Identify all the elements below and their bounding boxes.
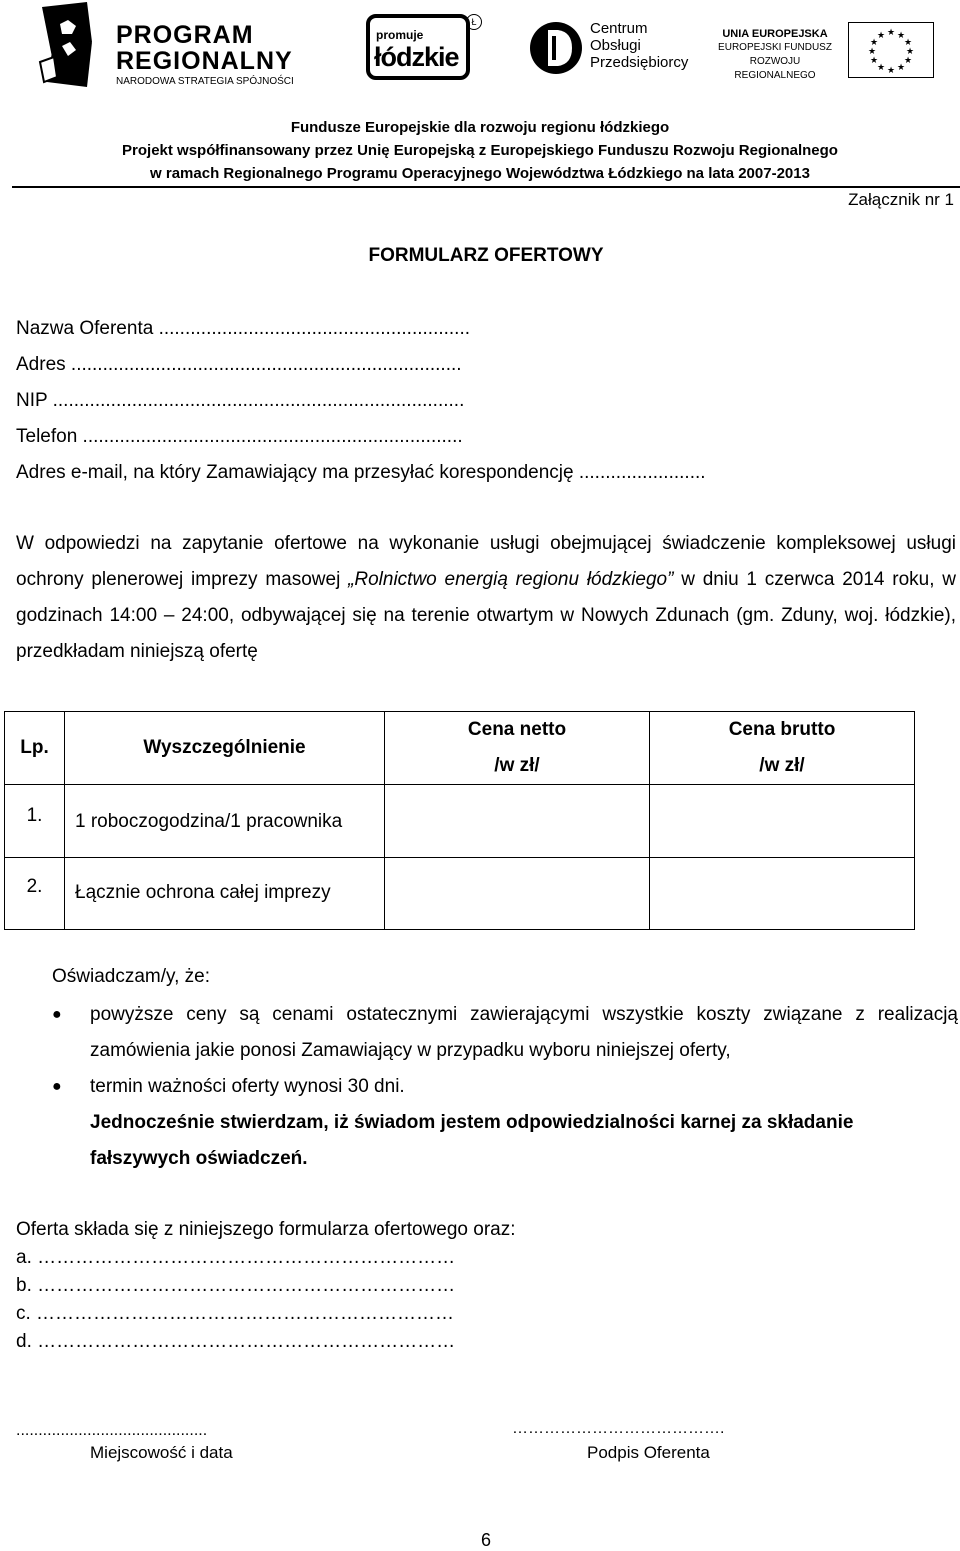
svg-text:★: ★ (896, 31, 906, 41)
program-regionalny-emblem-icon (32, 2, 122, 92)
bullet-icon: ● (52, 1078, 62, 1095)
event-name: „Rolnictwo energią regionu łódzkiego” (348, 569, 674, 590)
row-desc: Łącznie ochrona całej imprezy (65, 858, 385, 930)
logo-program-regionalny (32, 2, 332, 92)
declaration-bold: Jednocześnie stwierdzam, iż świadom jestem odpowiedzialności karnej za składanie fałszywych oświadczeń. (90, 1112, 854, 1169)
page-title: FORMULARZ OFERTOWY (368, 245, 604, 266)
table-row (5, 785, 915, 858)
field-company-name: Nazwa Oferenta ........................................................... (16, 318, 471, 339)
place-date-dots: ........................................... (16, 1422, 208, 1439)
svg-text:★: ★ (876, 31, 886, 41)
row-brutto-cell[interactable] (650, 858, 915, 930)
svg-text:★: ★ (886, 28, 896, 38)
field-phone: Telefon ........................................................................ (16, 426, 463, 447)
row-netto-cell[interactable] (385, 858, 650, 930)
svg-text:★: ★ (869, 38, 879, 48)
row-lp: 1. (5, 785, 65, 858)
header-line1: Fundusze Europejskie dla rozwoju regionu łódzkiego (290, 119, 670, 136)
unia-line2: EUROPEJSKI FUNDUSZ (718, 42, 832, 53)
svg-text:★: ★ (886, 66, 896, 76)
svg-text:★: ★ (896, 63, 906, 73)
logo-program-line1: PROGRAM (116, 21, 254, 49)
svg-text:★: ★ (867, 47, 877, 57)
svg-text:★: ★ (869, 56, 879, 66)
declaration-bullet-1: powyższe ceny są cenami ostatecznymi zawierającymi wszystkie koszty związane z realizacją zamówienia jakie ponosi Zamawiający w przypadku wyboru niniejszej oferty, (90, 1004, 958, 1061)
svg-text:★: ★ (905, 47, 915, 57)
page-number: 6 (480, 1530, 491, 1550)
attachments-heading: Oferta składa się z niniejszego formularza ofertowego oraz: (16, 1219, 516, 1240)
attachment-item-a: a. ………………………………………………………… (16, 1247, 456, 1268)
field-email: Adres e-mail, na który Zamawiający ma przesyłać korespondencję ........................ (16, 462, 706, 483)
eu-flag-icon (848, 22, 934, 78)
col-header-desc: Wyszczególnienie (65, 712, 385, 785)
place-date-label: Miejscowość i data (90, 1443, 233, 1462)
unia-line1: UNIA EUROPEJSKA (722, 28, 828, 40)
svg-text:★: ★ (876, 63, 886, 73)
centrum-emblem-icon (528, 18, 584, 78)
col-header-netto (385, 712, 650, 785)
row-desc: 1 roboczogodzina/1 pracownika (65, 785, 385, 858)
row-brutto-cell[interactable] (650, 785, 915, 858)
centrum-line1: Centrum (590, 20, 648, 37)
centrum-line2: Obsługi (590, 37, 641, 54)
brutto-label: Cena brutto (728, 719, 836, 740)
attachment-label: Załącznik nr 1 (848, 190, 954, 209)
field-address: Adres .......................................................................... (16, 354, 462, 375)
signature-label: Podpis Oferenta (587, 1443, 710, 1462)
svg-text:★: ★ (903, 56, 913, 66)
attachment-item-d: d. ………………………………………………………… (16, 1331, 456, 1352)
header-line2: Projekt współfinansowany przez Unię Europejską z Europejskiego Funduszu Rozwoju Regionalnego (122, 142, 838, 159)
header-line3: w ramach Regionalnego Programu Operacyjnego Województwa Łódzkiego na lata 2007-2013 (150, 165, 810, 182)
centrum-line3: Przedsiębiorcy (590, 54, 689, 71)
logo-promuje-lodzkie (366, 14, 482, 84)
offer-table (4, 711, 915, 930)
bullet-icon: ● (52, 1006, 62, 1023)
attachment-item-c: c. ………………………………………………………… (16, 1303, 455, 1324)
logo-program-line3: NARODOWA STRATEGIA SPÓJNOŚCI (116, 76, 294, 87)
unia-line3: ROZWOJU REGIONALNEGO (734, 56, 816, 81)
signature-dots: …………………………………. (512, 1420, 725, 1437)
row-netto-cell[interactable] (385, 785, 650, 858)
col-header-brutto (650, 712, 915, 785)
intro-part1: W odpowiedzi na zapytanie ofertowe na wykonanie usługi obejmującej świadczenie kompleksowej usługi ochrony plenerowej imprezy masowej (16, 533, 956, 590)
declaration-heading: Oświadczam/y, że: (52, 966, 211, 987)
field-nip: NIP .............................................................................. (16, 390, 465, 411)
attachment-item-b: b. ………………………………………………………… (16, 1275, 456, 1296)
logo-unia (708, 22, 938, 82)
row-lp: 2. (5, 858, 65, 930)
trademark-icon: Ł (466, 14, 482, 30)
promuje-big-text: łódzkie (374, 42, 459, 72)
intro-part2: w dniu 1 czerwca 2014 roku, w godzinach 14:00 – 24:00, odbywającej się na terenie otwartym w Nowych Zdunach (gm. Zduny, woj. łódzkie), przedkładam niniejszą ofertę (16, 569, 956, 662)
logo-centrum (528, 18, 689, 82)
promuje-small-text: promuje (376, 28, 424, 42)
header-divider (12, 186, 960, 188)
netto-unit: /w zł/ (494, 755, 540, 776)
svg-text:★: ★ (903, 38, 913, 48)
netto-label: Cena netto (467, 719, 567, 740)
logo-program-line2: REGIONALNY (116, 47, 293, 75)
table-row (5, 858, 915, 930)
col-header-lp: Lp. (5, 712, 65, 785)
brutto-unit: /w zł/ (759, 755, 805, 776)
declaration-bullet-2: termin ważności oferty wynosi 30 dni. (90, 1076, 405, 1097)
intro-paragraph (16, 526, 956, 670)
